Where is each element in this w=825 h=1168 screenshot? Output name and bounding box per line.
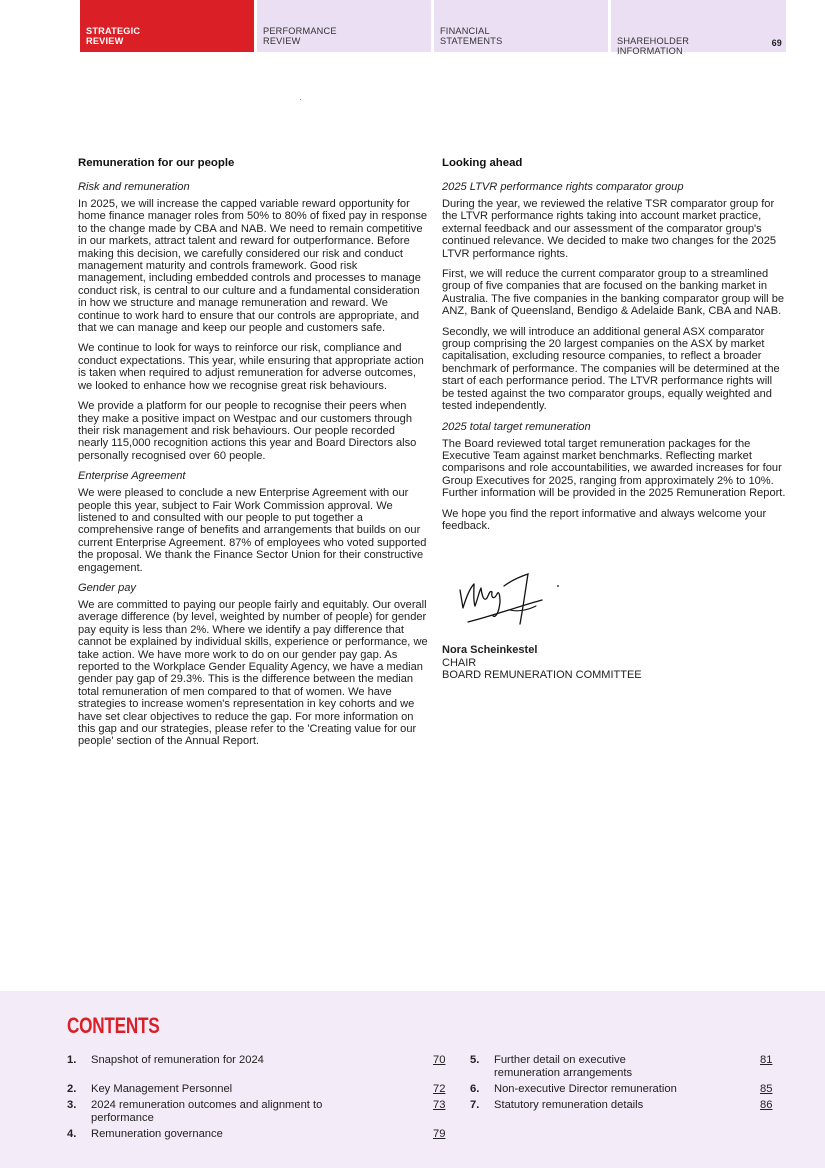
risk-paragraph-3: We provide a platform for our people to recognise their peers when they make a positive impact on Westpac and our customers through their risk management and risk behaviours. Our people recorded nearly 115,000 recognition actions this year and Board Directors also personally recognised over 60 people.: [78, 400, 417, 462]
ltvr-paragraph-1: During the year, we reviewed the relative TSR comparator group for the LTVR performance rights taking into account market practice, external feedback and our assessment of the comparator group's continued relevance. We decided to make two changes for the 2025 LTVR performance rights.: [442, 198, 777, 260]
enterprise-agreement-subheading: Enterprise Agreement: [78, 470, 186, 483]
toc-item-number: 6.: [470, 1083, 480, 1095]
contents-title: CONTENTS: [67, 1013, 160, 1038]
toc-item-number: 3.: [67, 1099, 77, 1111]
tab-shareholder-information[interactable]: [611, 0, 786, 56]
toc-item-number: 7.: [470, 1099, 480, 1111]
section-nav: [80, 0, 786, 56]
ltvr-subheading: 2025 LTVR performance rights comparator group: [442, 181, 684, 193]
contents-panel: [0, 991, 825, 1168]
toc-item-label[interactable]: Further detail on executive remuneration arrangements: [494, 1054, 633, 1079]
toc-item-number: 2.: [67, 1083, 77, 1095]
left-column: [78, 156, 428, 756]
enterprise-agreement-paragraph: We were pleased to conclude a new Enterprise Agreement with our people this year, subject to Fair Work Commission approval. We listened to and consulted with our people to put together a comprehensive range of benefits and arrangements that builds on our current Enterprise Agreement. 87% of employees who voted supported the proposal. We thank the Finance Sector Union for their constructive engagement.: [78, 487, 427, 574]
gender-pay-subheading: Gender pay: [78, 581, 136, 594]
toc-item-page-link[interactable]: 79: [433, 1128, 446, 1140]
signatory-name: Nora Scheinkestel: [442, 643, 538, 656]
tab-performance-review[interactable]: PERFORMANCE REVIEW: [257, 0, 431, 52]
toc-item-label[interactable]: Key Management Personnel: [91, 1083, 233, 1095]
toc-item-page-link[interactable]: 86: [760, 1099, 773, 1111]
toc-item-page-link[interactable]: 81: [760, 1054, 773, 1066]
signature-image: [456, 572, 566, 632]
toc-item-page-link[interactable]: 72: [433, 1083, 446, 1095]
risk-paragraph-2: We continue to look for ways to reinforce our risk, compliance and conduct expectations. This year, while ensuring that appropriate action is taken when required to adjust remuneration for adverse outcomes, we looked to enhance how we recognise great risk behaviours.: [78, 342, 424, 392]
remuneration-heading: Remuneration for our people: [78, 157, 235, 169]
gender-pay-paragraph: We are committed to paying our people fairly and equitably. Our overall average difference (by level, weighted by number of people) for gender pay equity is less than 2%. Where we identify a pay difference that cannot be explained by individual skills, experience or performance, we take action. We have more work to do on our gender pay gap. As reported to the Workplace Gender Equality Agency, we have a median gender pay gap of 29.3%. This is the difference between the median total remuneration of men compared to that of women. We have strategies to increase women's representation in key cohorts and we have set clear objectives to reduce the gap. For more information on this gap and our strategies, please refer to the 'Creating value for our people' section of the Annual Report.: [78, 598, 428, 748]
tab-strategic-review[interactable]: STRATEGIC REVIEW: [80, 0, 254, 52]
tab-financial-statements[interactable]: FINANCIAL STATEMENTS: [434, 0, 608, 52]
looking-ahead-heading: Looking ahead: [442, 157, 523, 169]
tab-shareholder-information-label: SHAREHOLDER INFORMATION: [617, 36, 690, 56]
toc-item-number: 5.: [470, 1054, 480, 1066]
toc-item-page-link[interactable]: 73: [433, 1099, 446, 1111]
toc-item-label[interactable]: Remuneration governance: [91, 1128, 223, 1140]
ltvr-paragraph-2: First, we will reduce the current comparator group to a streamlined group of five companies that are focused on the banking market in Australia. The five companies in the banking comparator group will be ANZ, Bank of Queensland, Bendigo & Adelaide Bank, CBA and NAB.: [442, 268, 785, 318]
page-number: 69: [771, 38, 782, 48]
toc-item-label[interactable]: Non-executive Director remuneration: [494, 1083, 677, 1095]
toc-item-number: 1.: [67, 1054, 77, 1066]
risk-subheading: Risk and remuneration: [78, 181, 190, 193]
toc-item-page-link[interactable]: 70: [433, 1054, 446, 1066]
right-column: [442, 156, 787, 682]
toc-item-number: 4.: [67, 1128, 77, 1140]
signatory-title: CHAIR: [442, 656, 477, 669]
risk-paragraph-1: In 2025, we will increase the capped variable reward opportunity for home finance manager roles from 50% to 80% of fixed pay in response to the change made by CBA and NAB. We need to remain competitive in our markets, attract talent and reward for outperformance. Before making this decision, we carefully considered our risk and conduct management maturity and controls framework. Good risk management, including embedded controls and processes to manage conduct risk, is central to our culture and a fundamental consideration in how we structure and manage remuneration and reward. We continue to work hard to ensure that our controls are appropriate, and that we can manage and keep our people and customers safe.: [78, 198, 428, 335]
closing-paragraph: We hope you find the report informative and always welcome your feedback.: [442, 507, 767, 532]
ttr-subheading: 2025 total target remuneration: [442, 420, 591, 433]
ttr-paragraph: The Board reviewed total target remuneration packages for the Executive Team against market benchmarks. Reflecting market comparisons and role accountabilities, we awarded increases for four Group Executives for 2025, ranging from approximately 2% to 10%. Further information will be provided in the 2025 Remuneration Report.: [442, 437, 786, 500]
ltvr-paragraph-3: Secondly, we will introduce an additional general ASX comparator group comprising the 20 largest companies on the ASX by market capitalisation, excluding resource companies, to reflect a broader benchmark of performance. The companies will be determined at the start of each performance period. The LTVR performance rights will be tested against the two comparator groups, equally weighted and tested independently.: [442, 325, 780, 413]
toc-item-page-link[interactable]: 85: [760, 1083, 773, 1095]
stray-dot: [300, 99, 301, 100]
signatory-committee: BOARD REMUNERATION COMMITTEE: [442, 669, 642, 682]
toc-item-label[interactable]: Snapshot of remuneration for 2024: [91, 1054, 264, 1066]
toc-item-label[interactable]: 2024 remuneration outcomes and alignment to performance: [91, 1099, 323, 1124]
toc-item-label[interactable]: Statutory remuneration details: [494, 1099, 644, 1111]
